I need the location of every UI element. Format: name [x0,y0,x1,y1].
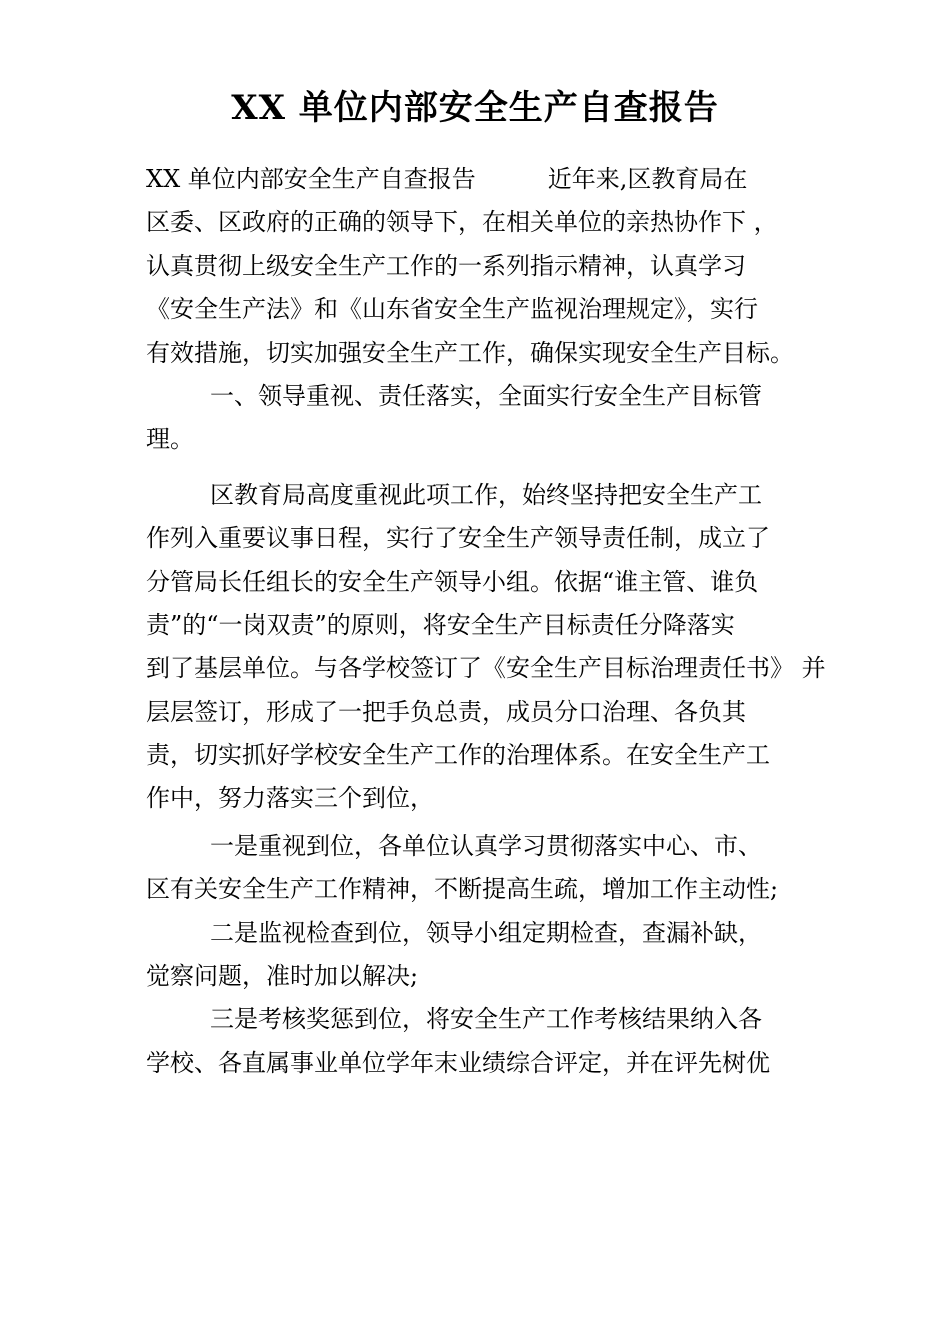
list-item-line: 三是考核奖惩到位，将安全生产工作考核结果纳入各 [210,1005,762,1034]
paragraph-line: 责”的“一岗双责”的原则，将安全生产目标责任分降落实 [146,610,735,639]
document-title: XX 单位内部安全生产自查报告 [231,88,719,128]
paragraph-line: 到了基层单位。与各学校签订了《安全生产目标治理责任书》 并 [146,654,826,683]
paragraph-line: 作中，努力落实三个到位， [146,784,434,813]
document-body [146,158,826,1085]
list-item-line: 二是监视检查到位，领导小组定期检查，查漏补缺， [210,918,762,947]
list-item-line: 一是重视到位，各单位认真学习贯彻落实中心、市、 [210,831,762,860]
paragraph-line: 作列入重要议事日程，实行了安全生产领导责任制，成立了 [146,524,770,553]
list-item-line: 区有关安全生产工作精神，不断提高生疏，增加工作主动性; [146,875,779,904]
paragraph-line: 区委、区政府的正确的领导下，在相关单位的亲热协作下 ， [146,208,778,237]
list-item-line: 觉察问题，准时加以解决; [146,962,419,991]
paragraph-line: 分管局长任组长的安全生产领导小组。依据“谁主管、谁负 [146,567,759,596]
paragraph-line: 区教育局高度重视此项工作，始终坚持把安全生产工 [210,480,762,509]
paragraph-line: 有效措施，切实加强安全生产工作，确保实现安全生产目标。 [146,338,794,367]
section-heading-line: 一、领导重视、责任落实，全面实行安全生产目标管 [210,381,762,410]
paragraph-line: 《安全生产法》和《山东省安全生产监视治理规定》，实行 [146,295,758,324]
paragraph-line: 责，切实抓好学校安全生产工作的治理体系。在安全生产工 [146,741,770,770]
paragraph-line: XX 单位内部安全生产自查报告 近年来,区教育局在 [146,165,748,193]
list-item-line: 学校、各直属事业单位学年末业绩综合评定，并在评先树优 [146,1048,770,1077]
section-heading-line: 理。 [146,425,194,454]
paragraph-line: 认真贯彻上级安全生产工作的一系列指示精神，认真学习 [146,251,746,280]
paragraph-line: 层层签订，形成了一把手负总责，成员分口治理、各负其 [146,697,746,726]
